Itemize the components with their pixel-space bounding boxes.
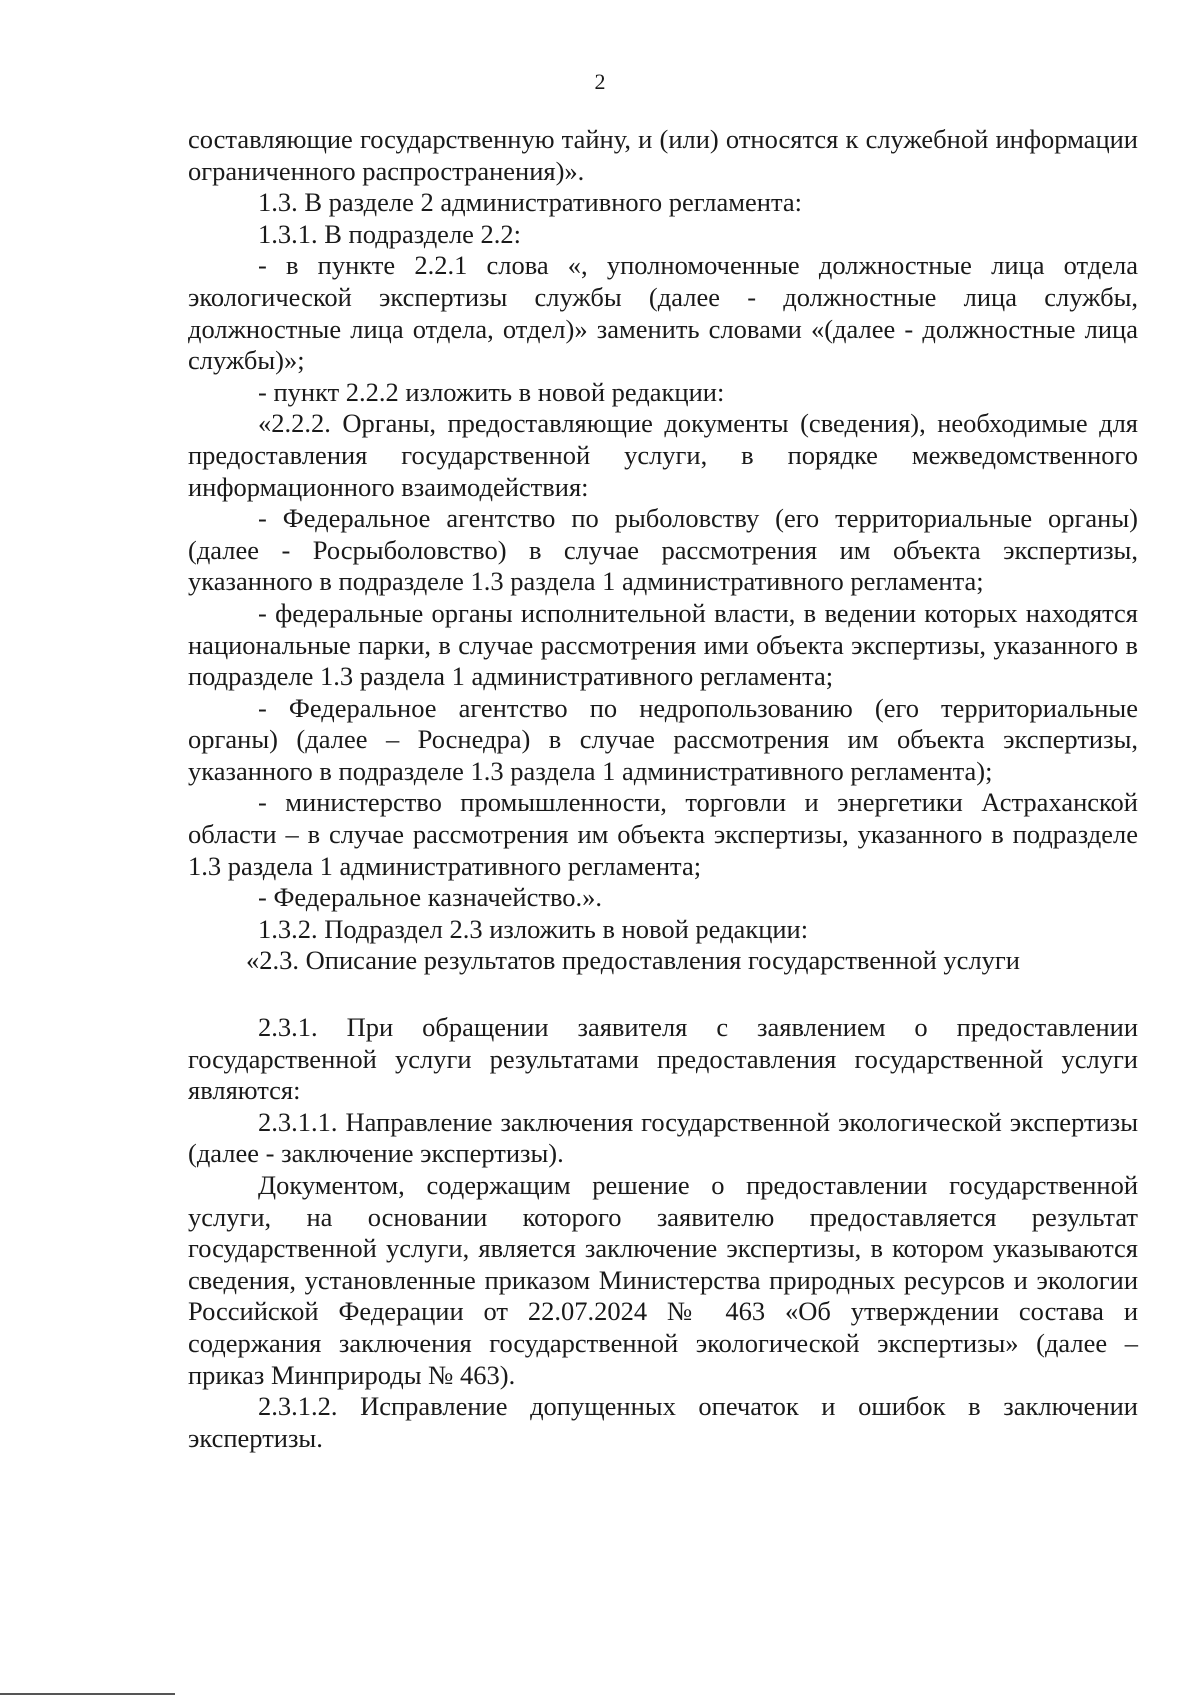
page-number: 2 — [594, 69, 606, 94]
paragraph-item-2-3-1-2: 2.3.1.2. Исправление допущенных опечаток и ошибок в заключении экспертизы. — [188, 1391, 1138, 1453]
paragraph-item-2-3-1: 2.3.1. При обращении заявителя с заявлением о предоставлении государственной услуги результатами предоставления государственной услуги являются: — [188, 1012, 1138, 1106]
paragraph-rosnedra: - Федеральное агентство по недропользованию (его территориальные органы) (далее – Роснедра) в случае рассмотрения им объекта экспертизы, указанного в подразделе 1.3 раздела 1 административного регламента); — [188, 692, 1138, 786]
paragraph-item-2-2-2: «2.2.2. Органы, предоставляющие документы (сведения), необходимые для предоставления государственной услуги, в порядке межведомственного информационного взаимодействия: — [188, 408, 1138, 502]
section-heading-2-3: «2.3. Описание результатов предоставления государственной услуги — [246, 945, 1020, 976]
footer-divider — [0, 1693, 175, 1695]
paragraph-national-parks: - федеральные органы исполнительной власти, в ведении которых находятся национальные парки, в случае рассмотрения ими объекта экспертизы, указанного в подразделе 1.3 раздела 1 административного регламента; — [188, 597, 1138, 692]
paragraph-item-2-2-2-intro: - пункт 2.2.2 изложить в новой редакции: — [258, 376, 725, 407]
paragraph-rosrybolovstvo: - Федеральное агентство по рыболовству (его территориальные органы) (далее - Росрыболовство) в случае рассмотрения им объекта экспертизы, указанного в подразделе 1.3 раздела 1 административного регламента; — [188, 503, 1138, 597]
document-body — [188, 124, 1138, 1454]
paragraph-treasury: - Федеральное казначейство.». — [258, 882, 603, 913]
paragraph-item-2-2-1: - в пункте 2.2.1 слова «, уполномоченные должностные лица отдела экологической экспертизы службы (далее - должностные лица службы, должностные лица отдела, отдел)» заменить словами «(далее - должностные лица службы)»; — [188, 250, 1138, 376]
paragraph-section-1-3: 1.3. В разделе 2 административного регламента: — [258, 187, 803, 218]
paragraph-item-2-3-1-1: 2.3.1.1. Направление заключения государственной экологической экспертизы (далее - заключение экспертизы). — [188, 1106, 1138, 1169]
paragraph-ministry-astrakhan: - министерство промышленности, торговли и энергетики Астраханской области – в случае рассмотрения им объекта экспертизы, указанного в подразделе 1.3 раздела 1 административного регламента; — [188, 787, 1138, 881]
paragraph-subsection-1-3-2: 1.3.2. Подраздел 2.3 изложить в новой редакции: — [258, 913, 809, 944]
paragraph-subsection-1-3-1: 1.3.1. В подразделе 2.2: — [258, 218, 522, 249]
paragraph-decision-document: Документом, содержащим решение о предоставлении государственной услуги, на основании которого заявителю предоставляется результат государственной услуги, является заключение экспертизы, в котором указываются сведения, установленные приказом Министерства природных ресурсов и экологии Российской Федерации от 22.07.2024 № 463 «Об утверждении состава и содержания заключения государственной экологической экспертизы» (далее – приказ Минприроды № 463). — [188, 1170, 1138, 1390]
paragraph-continuation: составляющие государственную тайну, и (или) относятся к служебной информации ограниченного распространения)». — [188, 124, 1138, 186]
